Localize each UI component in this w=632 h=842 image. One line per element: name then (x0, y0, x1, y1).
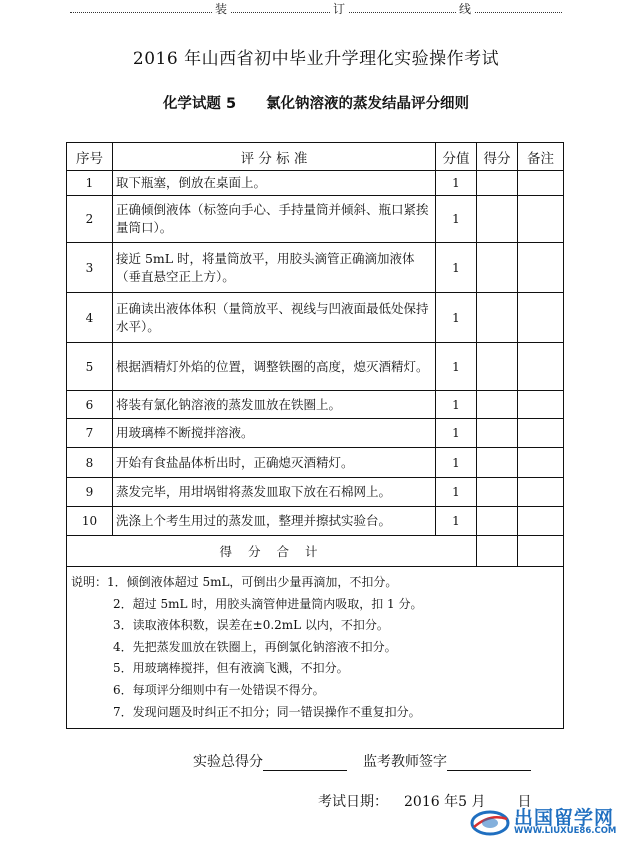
table-row (67, 293, 564, 343)
notes-cell (67, 567, 564, 729)
total-label: 得 分 合 计 (67, 536, 477, 567)
row-standard: 接近 5mL 时，将量筒放平，用胶头滴管正确滴加液体（垂直悬空正上方）。 (113, 243, 436, 293)
row-remark-cell[interactable] (518, 391, 564, 419)
watermark-name: 出国留学网 (514, 807, 615, 829)
row-score-cell[interactable] (477, 448, 518, 478)
row-score-cell[interactable] (477, 507, 518, 536)
row-number: 6 (67, 391, 113, 419)
row-number: 7 (67, 419, 113, 448)
row-value: 1 (436, 419, 477, 448)
watermark-logo (470, 803, 630, 839)
row-value: 1 (436, 507, 477, 536)
row-standard: 取下瓶塞，倒放在桌面上。 (113, 171, 436, 196)
table-row (67, 507, 564, 536)
row-value: 1 (436, 171, 477, 196)
row-standard: 开始有食盐晶体析出时，正确熄灭酒精灯。 (113, 448, 436, 478)
table-header-row (67, 143, 564, 171)
teacher-signature-label: 监考教师签字 (363, 754, 447, 770)
row-score-cell[interactable] (477, 196, 518, 243)
table-row (67, 391, 564, 419)
row-value: 1 (436, 478, 477, 507)
table-row (67, 343, 564, 391)
total-score-cell[interactable] (477, 536, 518, 567)
row-number: 3 (67, 243, 113, 293)
row-value: 1 (436, 343, 477, 391)
row-value: 1 (436, 391, 477, 419)
row-number: 9 (67, 478, 113, 507)
exam-date-label: 考试日期： (318, 794, 388, 810)
note-line: 6．每项评分细则中有一处错误不得分。 (113, 682, 325, 697)
table-row (67, 243, 564, 293)
header-no: 序号 (67, 143, 113, 171)
exam-date-year: 2016 年 (404, 794, 459, 810)
table-row (67, 419, 564, 448)
globe-swoosh-icon (470, 807, 510, 837)
total-remark-cell[interactable] (518, 536, 564, 567)
signature-line (193, 751, 531, 771)
note-line: 7．发现问题及时纠正不扣分；同一错误操作不重复扣分。 (113, 704, 421, 719)
row-remark-cell[interactable] (518, 343, 564, 391)
note-line: 4．先把蒸发皿放在铁圈上，再倒氯化钠溶液不扣分。 (113, 639, 397, 654)
binding-char-xian: 线 (456, 0, 474, 17)
table-row (67, 196, 564, 243)
note-line: 3．读取液体积数，误差在±0.2mL 以内，不扣分。 (113, 618, 389, 633)
row-score-cell[interactable] (477, 293, 518, 343)
note-line: 2．超过 5mL 时，用胶头滴管伸进量筒内吸取，扣 1 分。 (113, 596, 423, 611)
row-standard: 正确读出液体体积（量筒放平、视线与凹液面最低处保持水平）。 (113, 293, 436, 343)
row-remark-cell[interactable] (518, 171, 564, 196)
row-score-cell[interactable] (477, 419, 518, 448)
row-number: 1 (67, 171, 113, 196)
header-remark: 备注 (518, 143, 564, 171)
row-remark-cell[interactable] (518, 419, 564, 448)
row-number: 2 (67, 196, 113, 243)
page-subtitle (0, 92, 632, 113)
total-score-blank[interactable] (263, 754, 347, 771)
row-remark-cell[interactable] (518, 507, 564, 536)
row-value: 1 (436, 448, 477, 478)
header-standard: 评 分 标 准 (113, 143, 436, 171)
exam-date-day: 日 (517, 794, 532, 810)
exam-date-month: 5 月 (458, 794, 486, 810)
row-remark-cell[interactable] (518, 448, 564, 478)
notes-row (67, 567, 564, 729)
row-number: 5 (67, 343, 113, 391)
row-standard: 根据酒精灯外焰的位置，调整铁圈的高度，熄灭酒精灯。 (113, 343, 436, 391)
binding-char-ding: 订 (330, 0, 348, 17)
row-score-cell[interactable] (477, 343, 518, 391)
table-row (67, 478, 564, 507)
row-standard: 蒸发完毕，用坩埚钳将蒸发皿取下放在石棉网上。 (113, 478, 436, 507)
teacher-signature-blank[interactable] (447, 754, 531, 771)
table-row (67, 448, 564, 478)
row-number: 8 (67, 448, 113, 478)
binding-char-zhuang: 装 (212, 0, 230, 17)
row-score-cell[interactable] (477, 243, 518, 293)
row-standard: 用玻璃棒不断搅拌溶液。 (113, 419, 436, 448)
row-value: 1 (436, 243, 477, 293)
row-value: 1 (436, 293, 477, 343)
row-remark-cell[interactable] (518, 293, 564, 343)
row-number: 10 (67, 507, 113, 536)
row-standard: 将装有氯化钠溶液的蒸发皿放在铁圈上。 (113, 391, 436, 419)
row-remark-cell[interactable] (518, 243, 564, 293)
page-title: 2016 年山西省初中毕业升学理化实验操作考试 (132, 49, 500, 69)
subtitle-test-name: 氯化钠溶液的蒸发结晶评分细则 (266, 96, 470, 112)
total-row (67, 536, 564, 567)
row-score-cell[interactable] (477, 391, 518, 419)
scoring-table (66, 142, 564, 729)
header-score-got: 得分 (477, 143, 518, 171)
row-score-cell[interactable] (477, 478, 518, 507)
binding-line (70, 12, 562, 13)
note-line: 5．用玻璃棒搅拌，但有液滴飞溅，不扣分。 (113, 661, 349, 676)
total-score-label: 实验总得分 (193, 754, 263, 770)
header-score-value: 分值 (436, 143, 477, 171)
row-remark-cell[interactable] (518, 478, 564, 507)
row-score-cell[interactable] (477, 171, 518, 196)
row-number: 4 (67, 293, 113, 343)
row-value: 1 (436, 196, 477, 243)
note-line: 说明：1．倾倒液体超过 5mL，可倒出少量再滴加，不扣分。 (71, 575, 398, 589)
row-remark-cell[interactable] (518, 196, 564, 243)
row-standard: 正确倾倒液体（标签向手心、手持量筒并倾斜、瓶口紧挨量筒口）。 (113, 196, 436, 243)
subtitle-test-number: 化学试题 5 (162, 96, 237, 112)
watermark-url: WWW.LIUXUE86.COM (514, 826, 617, 836)
table-row (67, 171, 564, 196)
row-standard: 洗涤上个考生用过的蒸发皿，整理并擦拭实验台。 (113, 507, 436, 536)
